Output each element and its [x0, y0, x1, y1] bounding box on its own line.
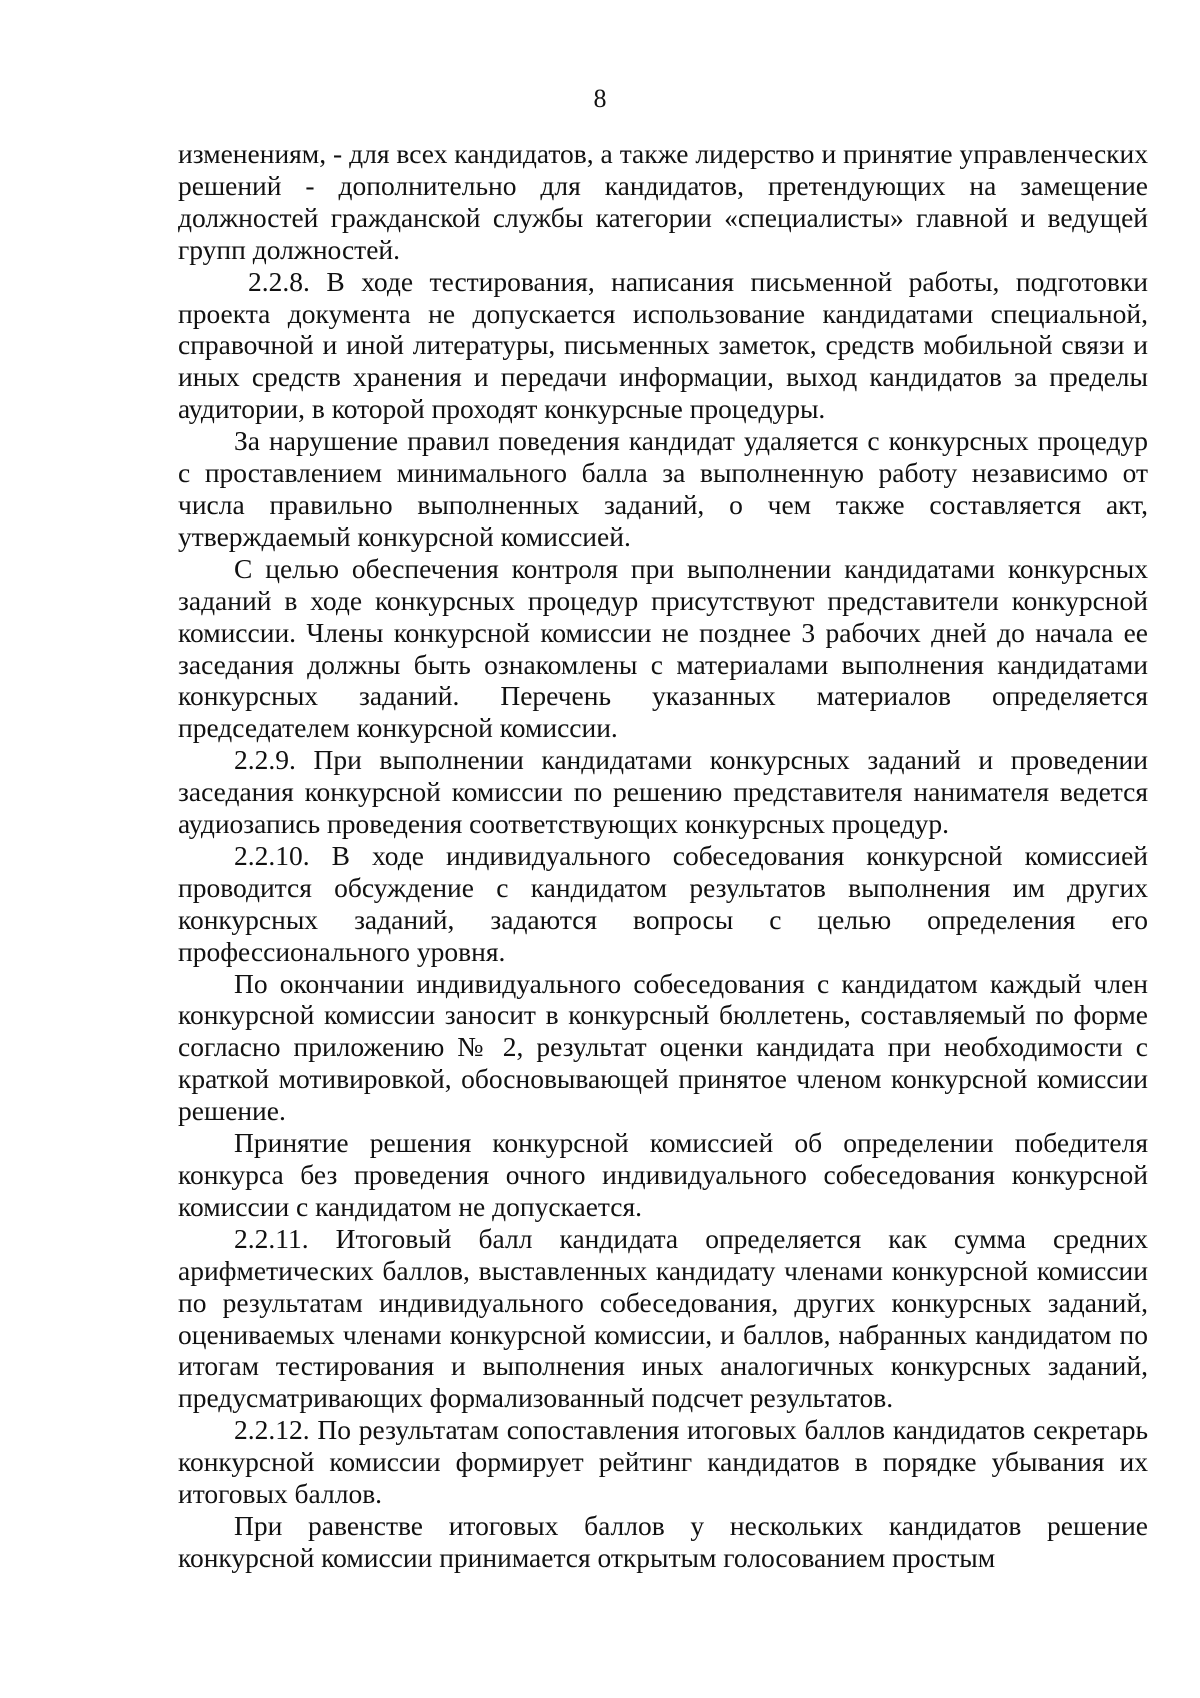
paragraph: Принятие решения конкурсной комиссией об определении победителя конкурса без проведения очного индивидуального собеседования конкурсной комиссии с кандидатом не допускается. — [178, 1127, 1148, 1222]
paragraph-2-2-11: 2.2.11. Итоговый балл кандидата определяется как сумма средних арифметических баллов, выставленных кандидату членами конкурсной комиссии по результатам индивидуального собеседования, других конкурсных заданий, оцениваемых членами конкурсной комиссии, и баллов, набранных кандидатом по итогам тестирования и выполнения иных аналогичных конкурсных заданий, предусматривающих формализованный подсчет результатов. — [178, 1222, 1148, 1414]
paragraph: изменениям, - для всех кандидатов, а также лидерство и принятие управленческих решений - дополнительно для кандидатов, претендующих на замещение должностей гражданской службы категории «специалисты» главной и ведущей групп должностей. — [178, 138, 1148, 265]
page-number: 8 — [593, 84, 607, 113]
document-body — [178, 138, 1148, 1574]
paragraph: По окончании индивидуального собеседования с кандидатом каждый член конкурсной комиссии заносит в конкурсный бюллетень, составляемый по форме согласно приложению № 2, результат оценки кандидата при необходимости с краткой мотивировкой, обосновывающей принятое членом конкурсной комиссии решение. — [178, 967, 1148, 1127]
paragraph-2-2-8: 2.2.8. В ходе тестирования, написания письменной работы, подготовки проекта документа не допускается использование кандидатами специальной, справочной и иной литературы, письменных заметок, средств мобильной связи и иных средств хранения и передачи информации, выход кандидатов за пределы аудитории, в которой проходят конкурсные процедуры. — [178, 265, 1148, 425]
paragraph: За нарушение правил поведения кандидат удаляется с конкурсных процедур с проставлением минимального балла за выполненную работу независимо от числа правильно выполненных заданий, о чем также составляется акт, утверждаемый конкурсной комиссией. — [178, 425, 1148, 552]
paragraph-2-2-12: 2.2.12. По результатам сопоставления итоговых баллов кандидатов секретарь конкурсной комиссии формирует рейтинг кандидатов в порядке убывания их итоговых баллов. — [178, 1414, 1148, 1510]
paragraph: С целью обеспечения контроля при выполнении кандидатами конкурсных заданий в ходе конкурсных процедур присутствуют представители конкурсной комиссии. Члены конкурсной комиссии не позднее 3 рабочих дней до начала ее заседания должны быть ознакомлены с материалами выполнения кандидатами конкурсных заданий. Перечень указанных материалов определяется председателем конкурсной комиссии. — [178, 552, 1148, 744]
paragraph: При равенстве итоговых баллов у нескольких кандидатов решение конкурсной комиссии принимается открытым голосованием простым — [178, 1509, 1148, 1573]
paragraph-2-2-10: 2.2.10. В ходе индивидуального собеседования конкурсной комиссией проводится обсуждение с кандидатом результатов выполнения им других конкурсных заданий, задаются вопросы с целью определения его профессионального уровня. — [178, 839, 1148, 967]
paragraph-2-2-9: 2.2.9. При выполнении кандидатами конкурсных заданий и проведении заседания конкурсной комиссии по решению представителя нанимателя ведется аудиозапись проведения соответствующих конкурсных процедур. — [178, 744, 1148, 840]
